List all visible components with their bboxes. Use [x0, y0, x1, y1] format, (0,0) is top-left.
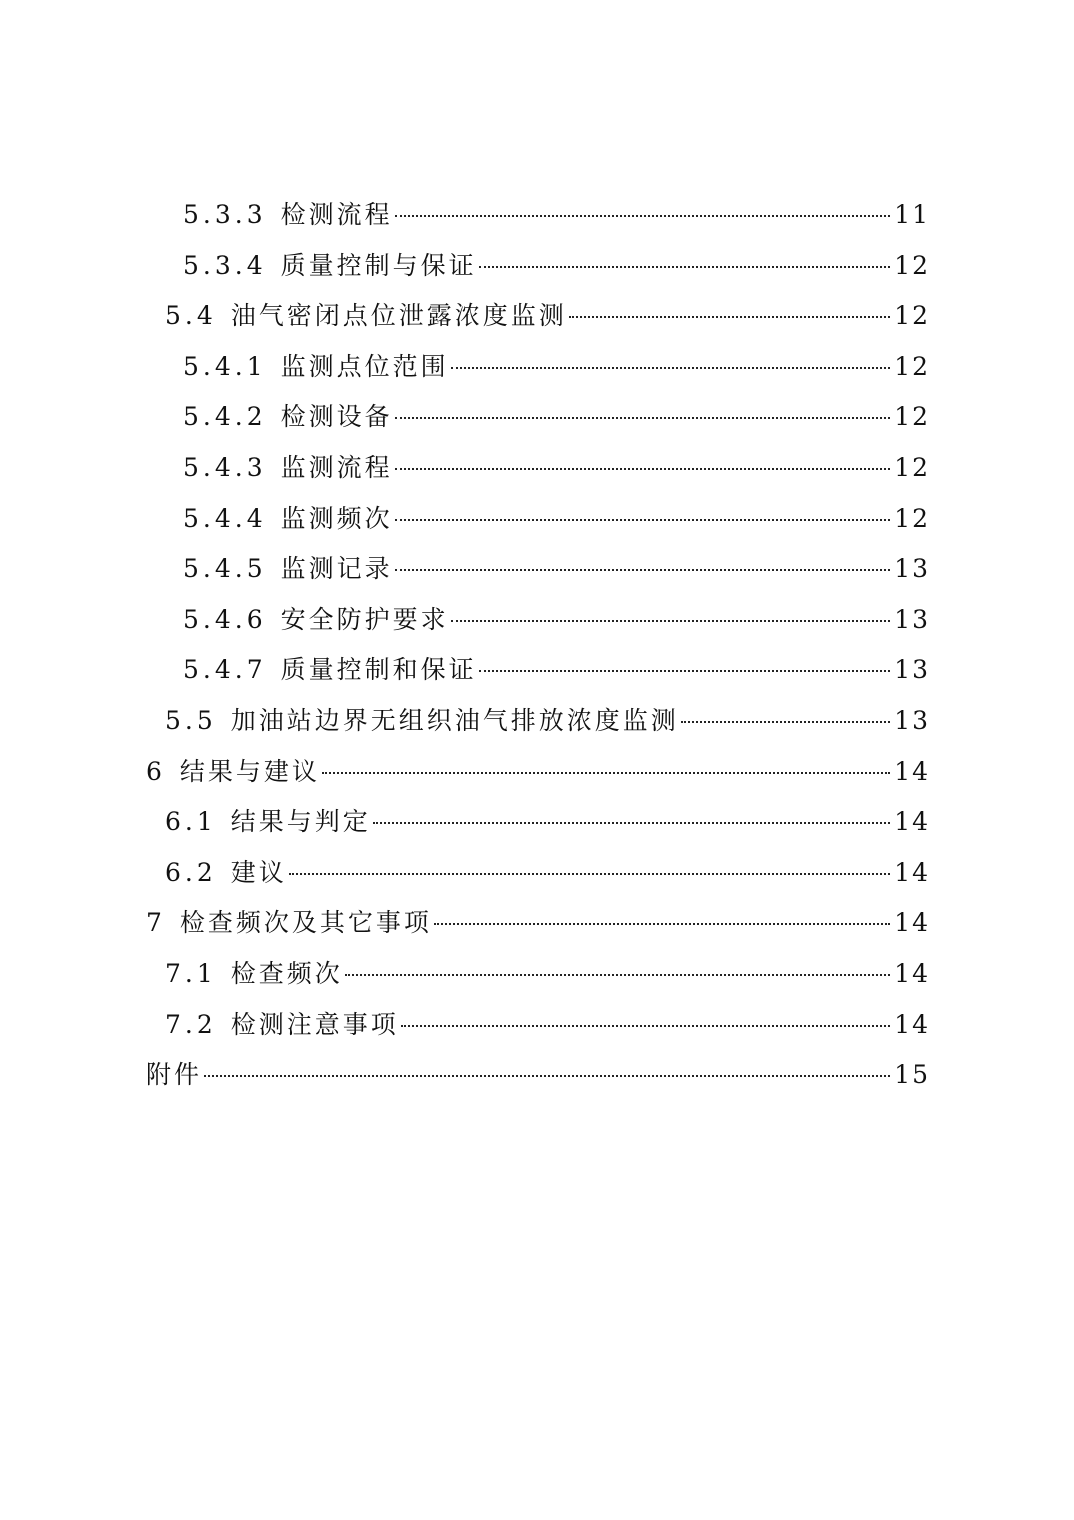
toc-entry[interactable]	[146, 392, 930, 443]
toc-entry-title: 附件	[146, 1060, 203, 1090]
toc-entry-page: 13	[894, 604, 930, 634]
toc-entry-title: 安全防护要求	[280, 604, 449, 634]
toc-entry[interactable]	[146, 848, 930, 899]
toc-dot-leader	[401, 1025, 890, 1027]
toc-entry-page: 12	[894, 503, 930, 533]
toc-entry-title: 加油站边界无组织油气排放浓度监测	[230, 705, 679, 735]
toc-entry-title: 油气密闭点位泄露浓度监测	[230, 301, 567, 331]
toc-dot-leader	[289, 873, 890, 875]
toc-entry-number: 7	[146, 908, 166, 938]
toc-entry-page: 12	[894, 250, 930, 280]
toc-dot-leader	[395, 215, 891, 217]
toc-entry-page: 14	[894, 958, 930, 988]
toc-entry-title: 检查频次	[230, 958, 343, 988]
toc-entry-number: 5.4.2	[183, 402, 267, 432]
toc-dot-leader	[322, 772, 890, 774]
toc-dot-leader	[395, 569, 891, 571]
toc-entry-number: 5.3.4	[183, 250, 267, 280]
toc-dot-leader	[681, 721, 890, 723]
toc-dot-leader	[479, 266, 891, 268]
toc-entry-title: 结果与判定	[230, 807, 371, 837]
toc-entry-page: 12	[894, 452, 930, 482]
toc-entry-title: 检测设备	[280, 402, 393, 432]
toc-entry-number: 5.4.5	[183, 554, 267, 584]
toc-entry-page: 14	[894, 1009, 930, 1039]
toc-dot-leader	[479, 670, 891, 672]
toc-entry[interactable]	[146, 494, 930, 545]
toc-entry-number: 5.4.4	[183, 503, 267, 533]
toc-entry[interactable]	[146, 241, 930, 292]
toc-entry[interactable]	[146, 898, 930, 949]
toc-entry[interactable]	[146, 696, 930, 747]
toc-entry-title: 监测记录	[280, 554, 393, 584]
toc-entry-title: 检测注意事项	[230, 1009, 399, 1039]
toc-entry[interactable]	[146, 949, 930, 1000]
toc-entry-title: 质量控制和保证	[280, 655, 477, 685]
toc-entry-title: 监测流程	[280, 452, 393, 482]
toc-entry-number: 7.2	[165, 1009, 217, 1039]
toc-dot-leader	[434, 923, 890, 925]
toc-entry-number: 6.1	[165, 807, 217, 837]
toc-entry[interactable]	[146, 544, 930, 595]
toc-entry-number: 6.2	[165, 857, 217, 887]
toc-dot-leader	[373, 822, 890, 824]
toc-entry-page: 14	[894, 756, 930, 786]
toc-entry-number: 5.4.1	[183, 351, 267, 381]
toc-entry-page: 12	[894, 402, 930, 432]
toc-dot-leader	[451, 367, 891, 369]
table-of-contents	[146, 190, 930, 1101]
toc-entry-page: 12	[894, 351, 930, 381]
toc-entry[interactable]	[146, 1000, 930, 1051]
toc-entry-page: 14	[894, 857, 930, 887]
toc-entry-title: 建议	[230, 857, 287, 887]
toc-entry-number: 5.4.3	[183, 452, 267, 482]
toc-dot-leader	[395, 417, 891, 419]
toc-entry-number: 7.1	[165, 958, 217, 988]
toc-dot-leader	[569, 316, 890, 318]
toc-entry-page: 15	[894, 1060, 930, 1090]
toc-entry-page: 12	[894, 301, 930, 331]
toc-entry[interactable]	[146, 443, 930, 494]
toc-entry-page: 11	[894, 200, 930, 229]
toc-entry[interactable]	[146, 1050, 930, 1101]
toc-entry-page: 14	[894, 807, 930, 837]
toc-entry-title: 监测频次	[280, 503, 393, 533]
toc-entry-page: 13	[894, 655, 930, 685]
toc-entry[interactable]	[146, 291, 930, 342]
toc-entry[interactable]	[146, 645, 930, 696]
toc-dot-leader	[451, 620, 891, 622]
toc-entry-title: 结果与建议	[179, 756, 320, 786]
toc-entry[interactable]	[146, 797, 930, 848]
toc-entry-title: 质量控制与保证	[280, 250, 477, 280]
toc-entry-title: 监测点位范围	[280, 351, 449, 381]
toc-entry[interactable]	[146, 595, 930, 646]
toc-entry[interactable]	[146, 190, 930, 241]
toc-entry-number: 6	[146, 756, 166, 786]
toc-dot-leader	[395, 468, 891, 470]
toc-entry-page: 13	[894, 705, 930, 735]
toc-entry-title: 检查频次及其它事项	[179, 908, 432, 938]
toc-dot-leader	[345, 974, 890, 976]
toc-entry-page: 13	[894, 554, 930, 584]
toc-entry[interactable]	[146, 342, 930, 393]
toc-entry-page: 14	[894, 908, 930, 938]
toc-entry-number: 5.4.6	[183, 604, 267, 634]
toc-dot-leader	[204, 1075, 890, 1077]
toc-entry-number: 5.4	[165, 301, 217, 331]
toc-entry-number: 5.5	[165, 705, 217, 735]
toc-entry-number: 5.3.3	[183, 200, 267, 229]
toc-entry-title: 检测流程	[280, 200, 393, 229]
toc-entry[interactable]	[146, 747, 930, 798]
toc-entry-number: 5.4.7	[183, 655, 267, 685]
toc-dot-leader	[395, 519, 891, 521]
